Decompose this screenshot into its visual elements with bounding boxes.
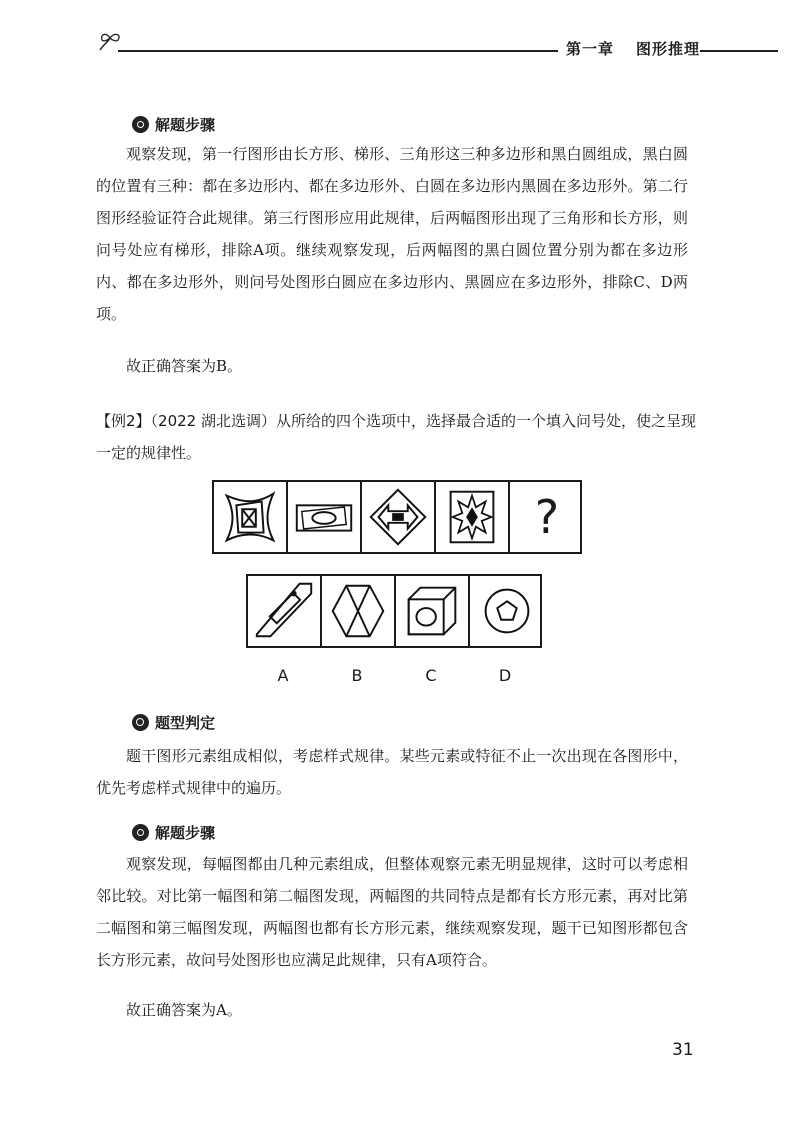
chapter-label: 第一章 bbox=[566, 40, 615, 58]
option-c-figure[interactable] bbox=[396, 576, 470, 646]
option-a-label[interactable]: A bbox=[277, 666, 289, 685]
solution-paragraph-2: 观察发现，每幅图都由几种元素组成，但整体观察元素无明显规律，这时可以考虑相邻比较。对比第一幅图和第二幅图发现，两幅图的共同特点是都有长方形元素，再对比第二幅图和第三幅图发现，两幅图也都有长方形元素，继续观察发现，题干已知图形都包含长方形元素，故问号处图形也应满足此规律，只有A项符合。 bbox=[96, 855, 688, 969]
question-figure-row bbox=[212, 480, 582, 554]
lightbulb-icon bbox=[132, 714, 149, 731]
page-number: 31 bbox=[672, 1040, 694, 1060]
chapter-title: 图形推理 bbox=[636, 40, 701, 58]
option-a-figure[interactable] bbox=[248, 576, 322, 646]
question-mark-cell bbox=[510, 482, 584, 552]
example-2-prompt: 【例2】（2022 湖北选调）从所给的四个选项中，选择最合适的一个填入问号处，使之呈现一定的规律性。 bbox=[96, 412, 696, 462]
option-c-label[interactable]: C bbox=[425, 666, 437, 685]
option-b-figure[interactable] bbox=[322, 576, 396, 646]
question-figure-3 bbox=[362, 482, 436, 552]
solution-icon bbox=[132, 824, 149, 841]
option-d-label[interactable]: D bbox=[498, 666, 512, 685]
solution-heading-2: 解题步骤 bbox=[132, 822, 215, 843]
question-figure-2 bbox=[288, 482, 362, 552]
type-heading: 题型判定 bbox=[132, 712, 215, 733]
question-figure-4 bbox=[436, 482, 510, 552]
solution-paragraph-1: 观察发现，第一行图形由长方形、梯形、三角形这三种多边形和黑白圆组成，黑白圆的位置有三种：都在多边形内、都在多边形外、白圆在多边形内黑圆在多边形外。第二行图形经验证符合此规律。第三行图形应用此规律，后两幅图形出现了三角形和长方形，则问号处应有梯形，排除A项。继续观察发现，后两幅图的黑白圆位置分别为都在多边形内、都在多边形外，则问号处图形白圆应在多边形内、黑圆应在多边形外，排除C、D两项。 bbox=[96, 145, 688, 323]
header-rule-right bbox=[700, 50, 778, 52]
header-title bbox=[566, 38, 700, 59]
answer-1: 故正确答案为B。 bbox=[126, 357, 243, 375]
option-b-label[interactable]: B bbox=[351, 666, 363, 685]
option-d-figure[interactable] bbox=[470, 576, 544, 646]
solution-icon bbox=[132, 116, 149, 133]
question-mark: ? bbox=[534, 490, 560, 544]
type-paragraph: 题干图形元素组成相似，考虑样式规律。某些元素或特征不止一次出现在各图形中，优先考虑样式规律中的遍历。 bbox=[96, 747, 688, 797]
question-figure-1 bbox=[214, 482, 288, 552]
answer-2: 故正确答案为A。 bbox=[126, 1001, 242, 1019]
options-figure-row bbox=[246, 574, 542, 648]
solution-heading-1: 解题步骤 bbox=[132, 114, 215, 135]
header-rule-left bbox=[118, 50, 558, 52]
